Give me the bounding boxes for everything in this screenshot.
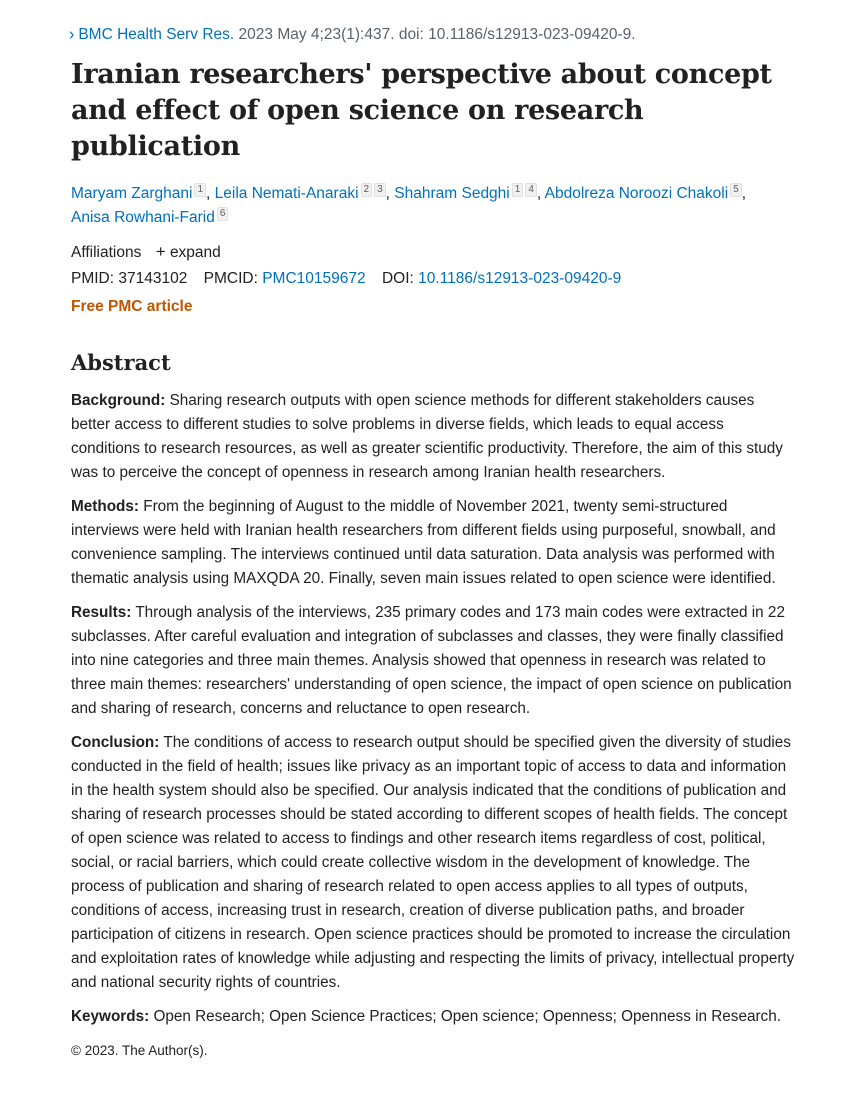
affiliation-ref[interactable]: 3 [374, 183, 386, 197]
affiliation-ref[interactable]: 6 [217, 207, 229, 221]
section-label: Conclusion: [71, 734, 160, 751]
author-link[interactable]: Leila Nemati-Anaraki [214, 185, 359, 202]
affiliation-ref[interactable]: 2 [361, 183, 373, 197]
abstract-conclusion [71, 731, 795, 995]
author-link[interactable]: Anisa Rowhani-Farid [71, 209, 215, 226]
journal-link[interactable]: BMC Health Serv Res. [78, 26, 235, 43]
author-link[interactable]: Shahram Sedghi [394, 185, 510, 202]
pmcid-link[interactable]: PMC10159672 [262, 270, 366, 287]
doi-link[interactable]: 10.1186/s12913-023-09420-9 [418, 270, 622, 287]
section-label: Results: [71, 604, 132, 621]
abstract-methods [71, 495, 795, 591]
citation-line [71, 22, 795, 48]
doi-label: DOI: [381, 270, 414, 287]
abstract-heading: Abstract [71, 350, 171, 375]
section-text: The conditions of access to research output should be specified given the diversity of studies conducted in the field of health; issues like privacy as an important topic of access to data and information in the health system should also be specified. Our analysis indicated that the conditions of publication and sharing of research processes should be stated according to different scopes of health fields. The concept of open science was related to access to findings and other research items regardless of cost, political, social, or racial barriers, which could create collective wisdom in the development of knowledge. The process of publication and sharing of research related to open access applies to all types of outputs, conditions of access, increasing trust in research, creation of diverse publication paths, and broader participation of citizens in research. Open science practices should be promoted to increase the circulation and exploitation rates of knowledge while adjusting and respecting the limits of privacy, intellectual property and national security rights of countries. [71, 734, 795, 991]
identifiers [71, 267, 795, 291]
keywords-label: Keywords: [71, 1008, 150, 1025]
author-link[interactable]: Abdolreza Noroozi Chakoli [544, 185, 729, 202]
section-text: Sharing research outputs with open science methods for different stakeholders causes better access to different studies to solve problems in diverse fields, which leads to equal access conditions to research resources, as well as greater scientific productivity. Therefore, the aim of this study was to perceive the concept of openness in research among Iranian health researchers. [71, 392, 783, 481]
section-label: Background: [71, 392, 166, 409]
chevron-right-icon[interactable]: › [69, 25, 75, 44]
plus-icon[interactable]: + [155, 242, 166, 261]
pmid-value: 37143102 [118, 270, 188, 287]
expand-label[interactable]: expand [169, 244, 221, 261]
affiliations-label: Affiliations [71, 244, 142, 261]
author-list: Maryam Zarghani 1 , Leila Nemati-Anaraki 2 3 , Shahram Sedghi 1 4 , Abdolreza Noroozi Chakoli 5 , Anisa Rowhani-Farid 6 [71, 184, 747, 226]
abstract-background [71, 389, 795, 485]
keywords-text: Open Research; Open Science Practices; Open science; Openness; Openness in Research. [149, 1008, 781, 1025]
article-title: Iranian researchers' perspective about concept and effect of open science on research publication [71, 59, 772, 162]
keywords [71, 1005, 795, 1029]
section-text: From the beginning of August to the middle of November 2021, twenty semi-structured interviews were held with Iranian health researchers from different fields using purposeful, snowball, and convenience sampling. The interviews continued until data saturation. Data analysis was performed with thematic analysis using MAXQDA 20. Finally, seven main issues related to open science were identified. [71, 498, 776, 587]
section-label: Methods: [71, 498, 139, 515]
author-link[interactable]: Maryam Zarghani [71, 185, 193, 202]
affiliations-toggle[interactable] [71, 240, 795, 265]
citation-details: 2023 May 4;23(1):437. doi: 10.1186/s12913-023-09420-9. [234, 26, 636, 43]
pmcid-label: PMCID: [203, 270, 258, 287]
section-text: Through analysis of the interviews, 235 primary codes and 173 main codes were extracted in 22 subclasses. After careful evaluation and integration of subclasses and classes, they were finally classified into nine categories and three main themes. Analysis showed that openness in research was related to three main themes: researchers' understanding of open science, the impact of open science on publication and sharing of research, concerns and reluctance to open research. [71, 604, 792, 717]
affiliation-ref[interactable]: 5 [730, 183, 742, 197]
affiliation-ref[interactable]: 1 [194, 183, 206, 197]
abstract-results [71, 601, 795, 721]
affiliation-ref[interactable]: 4 [525, 183, 537, 197]
article-header [71, 22, 795, 1061]
copyright: © 2023. The Author(s). [71, 1043, 208, 1058]
free-pmc-article-badge: Free PMC article [71, 298, 193, 315]
pmid-label: PMID: [71, 270, 115, 287]
affiliation-ref[interactable]: 1 [512, 183, 524, 197]
